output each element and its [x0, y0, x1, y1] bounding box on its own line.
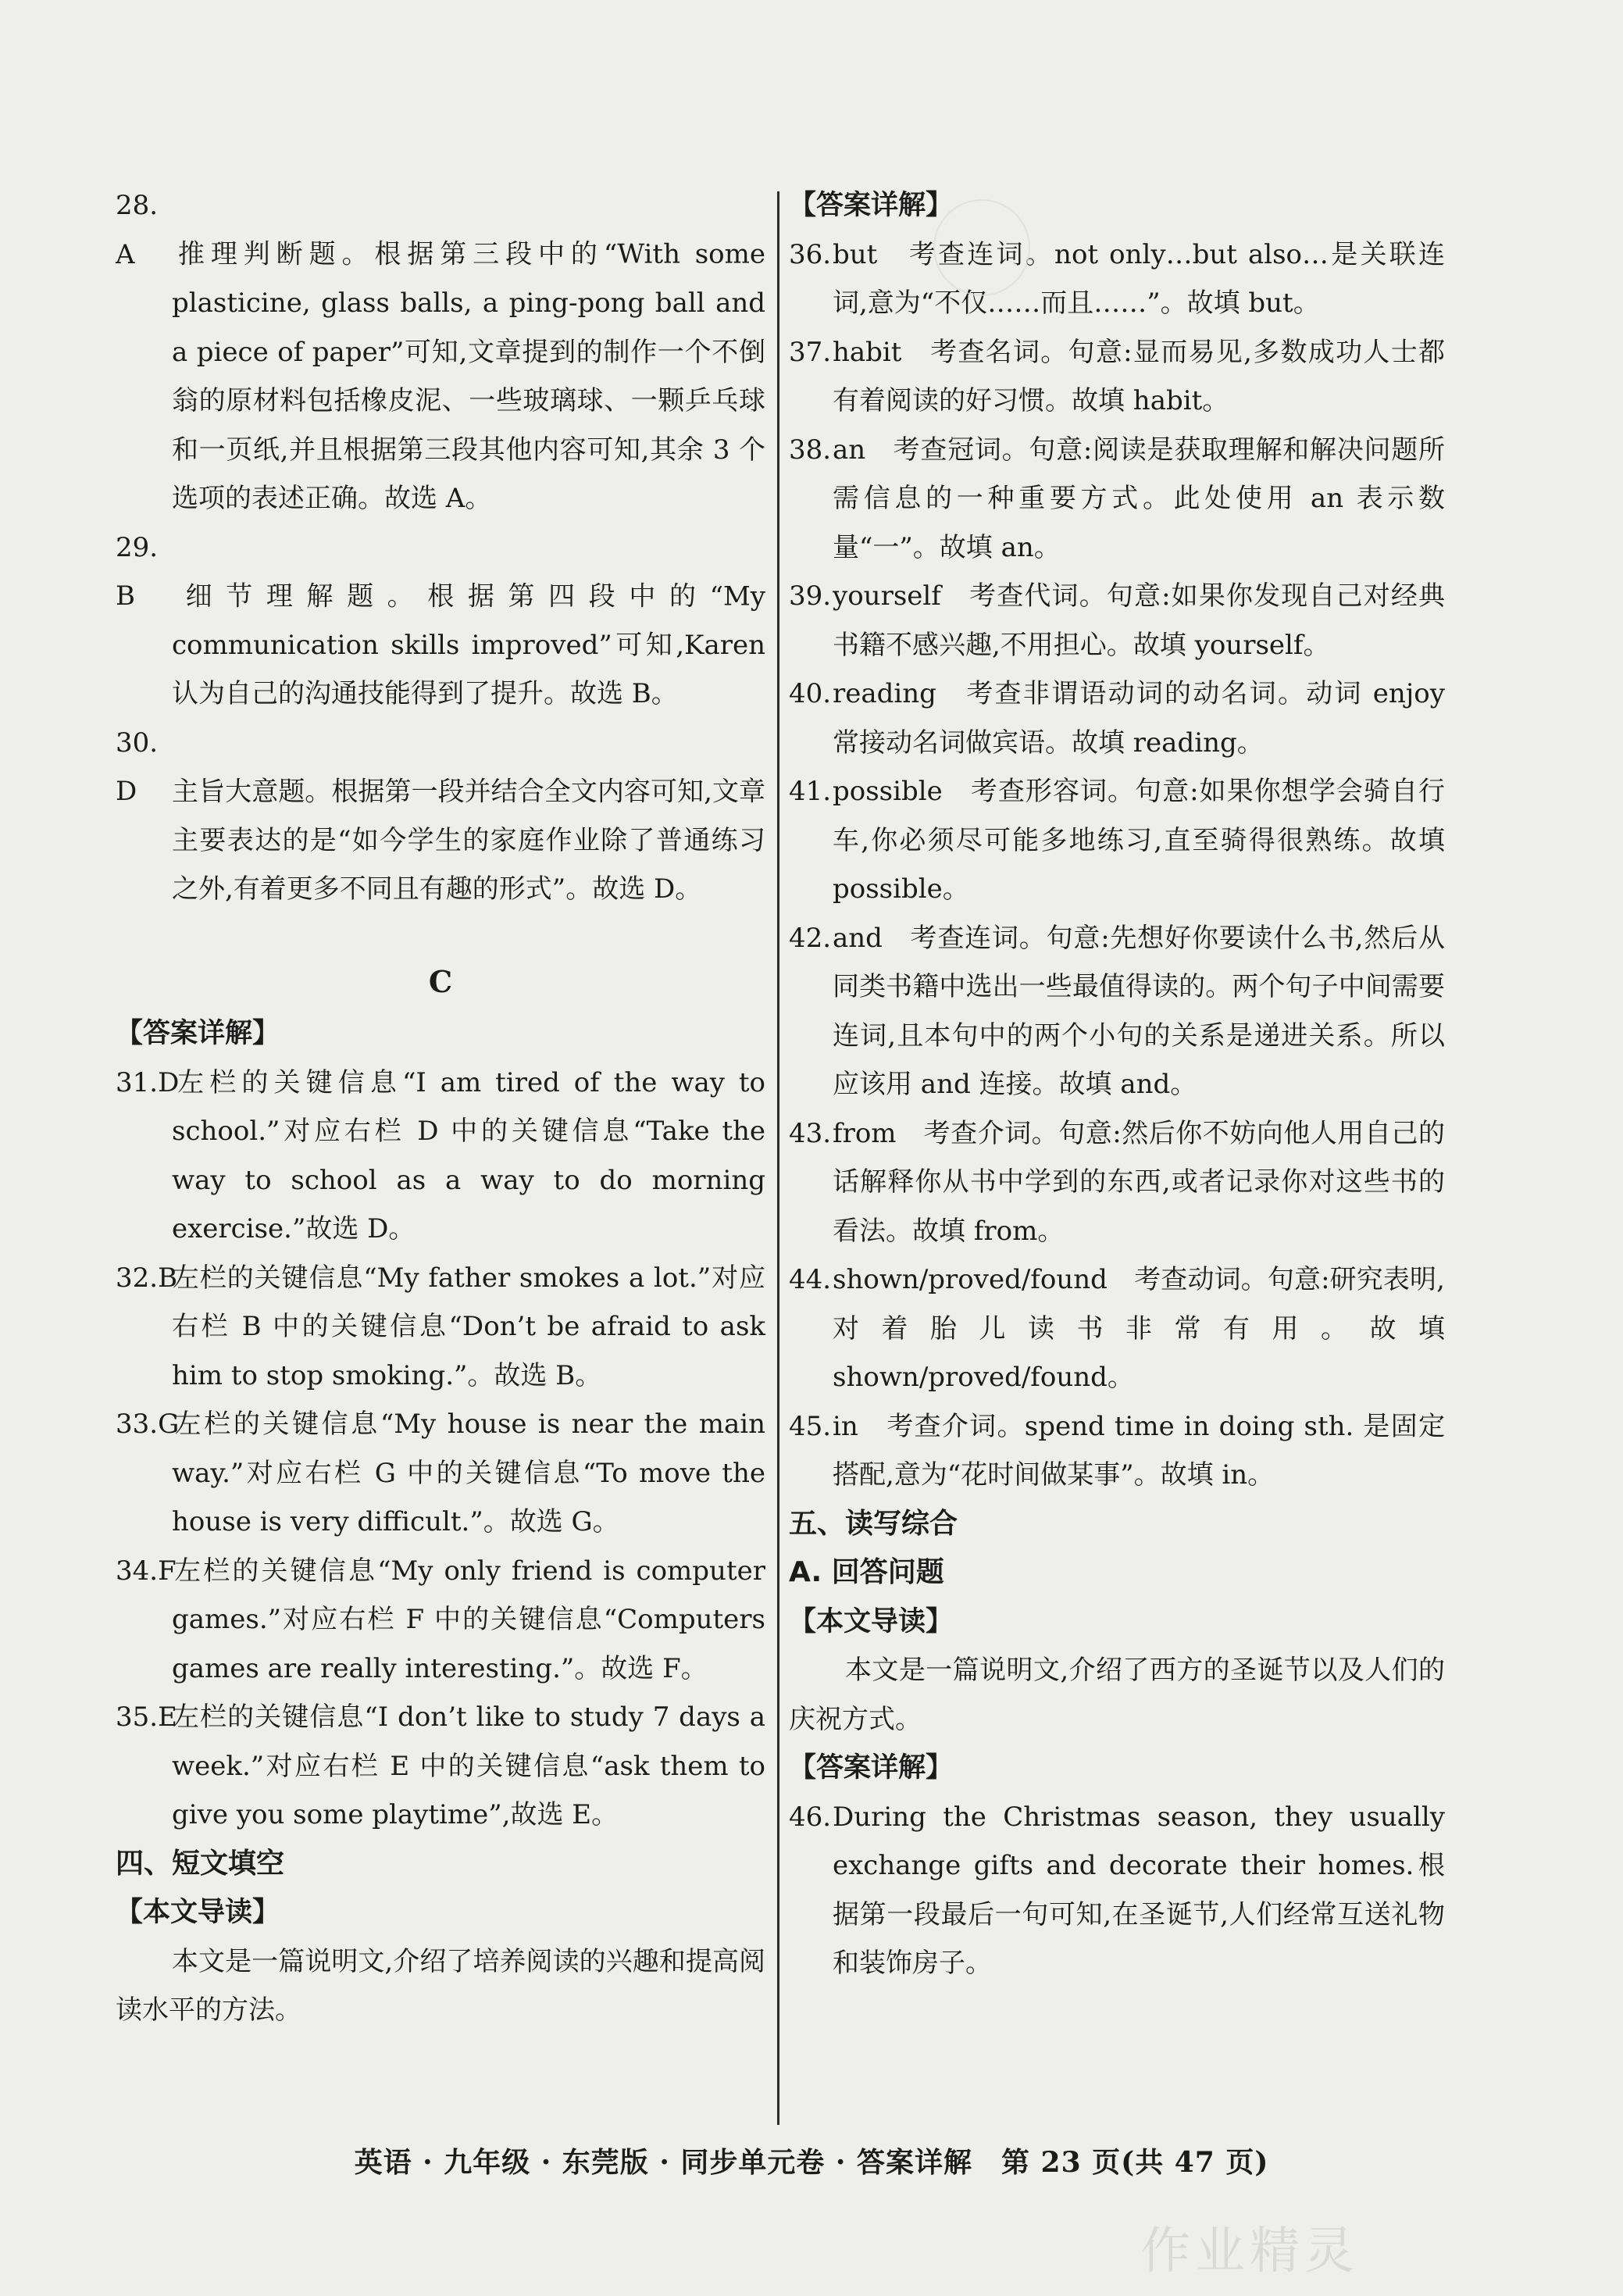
section-five-heading: 五、读写综合	[789, 1507, 958, 1540]
answer-item	[789, 1255, 1445, 1402]
answer-number: 34.F	[116, 1555, 177, 1587]
answer-text: 主旨大意题。根据第一段并结合全文内容可知,文章主要表达的是“如今学生的家庭作业除了普通练习之外,有着更多不同且有趣的形式”。故选 D。	[172, 776, 765, 905]
answer-detail-label: 【答案详解】	[789, 1752, 954, 1784]
answer-number: 37.	[789, 336, 832, 368]
answer-number: 46.	[789, 1801, 832, 1833]
answer-number: 44.	[789, 1264, 832, 1295]
answer-item	[789, 767, 1445, 914]
guide-text: 本文是一篇说明文,介绍了西方的圣诞节以及人们的庆祝方式。	[789, 1655, 1445, 1735]
answer-item	[116, 523, 765, 719]
right-answer-list-2	[789, 1793, 1445, 1988]
answer-text: habit 考查名词。句意:显而易见,多数成功人士都有着阅读的好习惯。故填 habit。	[833, 336, 1445, 416]
answer-text: 左栏的关键信息“My father smokes a lot.”对应右栏 B 中的关键信息“Don’t be afraid to ask him to stop smoking.”。故选 B。	[172, 1262, 765, 1391]
answer-text: 细节理解题。根据第四段中的“My communication skills improved”可知,Karen 认为自己的沟通技能得到了提升。故选 B。	[172, 580, 765, 709]
section-a-heading: A. 回答问题	[789, 1556, 944, 1588]
section-c-heading: C	[428, 963, 453, 999]
answer-text: an 考查冠词。句意:阅读是获取理解和解决问题所需信息的一种重要方式。此处使用 an 表示数量“一”。故填 an。	[833, 434, 1445, 563]
answer-number: 30. D	[116, 727, 159, 807]
answer-number: 28. A	[116, 190, 159, 270]
answer-item	[789, 328, 1445, 426]
column-divider	[777, 191, 779, 2125]
answer-number: 42.	[789, 922, 832, 954]
left-answer-list-2	[116, 1059, 765, 1840]
answer-number: 35.E	[116, 1701, 177, 1733]
answer-text: 左栏的关键信息“I don’t like to study 7 days a week.”对应右栏 E 中的关键信息“ask them to give you some playtime”,故选 E。	[172, 1701, 765, 1830]
answer-number: 33.G	[116, 1409, 180, 1440]
answer-item	[116, 181, 765, 523]
right-answer-list-1	[789, 230, 1445, 1500]
answer-item	[116, 1254, 765, 1401]
answer-text: 左栏的关键信息“My only friend is computer games.”对应右栏 F 中的关键信息“Computers games are really interesting.”。故选 F。	[172, 1555, 765, 1684]
answer-item	[116, 1059, 765, 1254]
left-column	[116, 181, 765, 2035]
answer-text: 左栏的关键信息“My house is near the main way.”对应右栏 G 中的关键信息“To move the house is very difficult.”。故选 G。	[172, 1409, 765, 1537]
guide-label: 【本文导读】	[789, 1605, 954, 1637]
answer-text: 左栏的关键信息“I am tired of the way to school.”对应右栏 D 中的关键信息“Take the way to school as a way to do morning exercise.”故选 D。	[172, 1066, 765, 1244]
answer-item	[789, 572, 1445, 670]
answer-number: 41.	[789, 776, 832, 807]
answer-text: 推理判断题。根据第三段中的“With some plasticine, glass balls, a ping-pong ball and a piece of paper”可知,文章提到的制作一个不倒翁的原材料包括橡皮泥、一些玻璃球、一颗乒乓球和一页纸,并且根据第三段其他内容可知,其余 3 个选项的表述正确。故选 A。	[172, 238, 765, 514]
answer-number: 43.	[789, 1117, 832, 1149]
answer-item	[789, 914, 1445, 1109]
answer-number: 31.D	[116, 1066, 180, 1098]
answer-text: and 考查连词。句意:先想好你要读什么书,然后从同类书籍中选出一些最值得读的。两个句子中间需要连词,且本句中的两个小句的关系是递进关系。所以应该用 and 连接。故填 and。	[833, 922, 1445, 1100]
seal-stamp	[933, 199, 1030, 296]
left-answer-list-1	[116, 181, 765, 914]
answer-item	[789, 426, 1445, 573]
answer-item	[789, 230, 1445, 328]
answer-item	[789, 1402, 1445, 1500]
watermark-logo: 作业精灵	[1140, 2223, 1359, 2280]
answer-text: During the Christmas season, they usually exchange gifts and decorate their homes.根据第一段最后一句可知,在圣诞节,人们经常互送礼物和装饰房子。	[833, 1801, 1445, 1979]
section-four-heading: 四、短文填空	[116, 1847, 285, 1880]
answer-item	[789, 1109, 1445, 1256]
answer-text: possible 考查形容词。句意:如果你想学会骑自行车,你必须尽可能多地练习,直至骑得很熟练。故填 possible。	[833, 776, 1445, 905]
answer-item	[116, 719, 765, 914]
page-footer: 英语 · 九年级 · 东莞版 · 同步单元卷 · 答案详解 第 23 页(共 47 页)	[354, 2146, 1269, 2179]
right-column	[789, 181, 1445, 1988]
answer-number: 38.	[789, 434, 832, 466]
answer-number: 40.	[789, 678, 832, 709]
answer-text: reading 考查非谓语动词的动名词。动词 enjoy 常接动名词做宾语。故填 reading。	[833, 678, 1445, 759]
answer-detail-label: 【答案详解】	[789, 190, 954, 221]
answer-item	[116, 1400, 765, 1547]
answer-text: but 考查连词。not only…but also…是关联连词,意为“不仅……而且……”。故填 but。	[833, 238, 1445, 319]
answer-item	[789, 1793, 1445, 1988]
answer-item	[789, 670, 1445, 767]
answer-text: yourself 考查代词。句意:如果你发现自己对经典书籍不感兴趣,不用担心。故填 yourself。	[833, 580, 1445, 661]
answer-item	[116, 1693, 765, 1840]
answer-text: in 考查介词。spend time in doing sth. 是固定搭配,意为“花时间做某事”。故填 in。	[833, 1410, 1445, 1491]
answer-number: 29. B	[116, 531, 159, 612]
answer-number: 36.	[789, 238, 832, 270]
answer-detail-label: 【答案详解】	[116, 1018, 280, 1049]
answer-text: from 考查介词。句意:然后你不妨向他人用自己的话解释你从书中学到的东西,或者记录你对这些书的看法。故填 from。	[833, 1117, 1445, 1247]
answer-item	[116, 1547, 765, 1694]
answer-number: 39.	[789, 580, 832, 612]
answer-number: 45.	[789, 1410, 832, 1442]
guide-label: 【本文导读】	[116, 1897, 280, 1928]
guide-text: 本文是一篇说明文,介绍了培养阅读的兴趣和提高阅读水平的方法。	[116, 1945, 765, 2026]
answer-number: 32.B	[116, 1262, 178, 1294]
answer-text: shown/proved/found 考查动词。句意:研究表明,对着胎儿读书非常有用。故填 shown/proved/found。	[833, 1264, 1445, 1393]
